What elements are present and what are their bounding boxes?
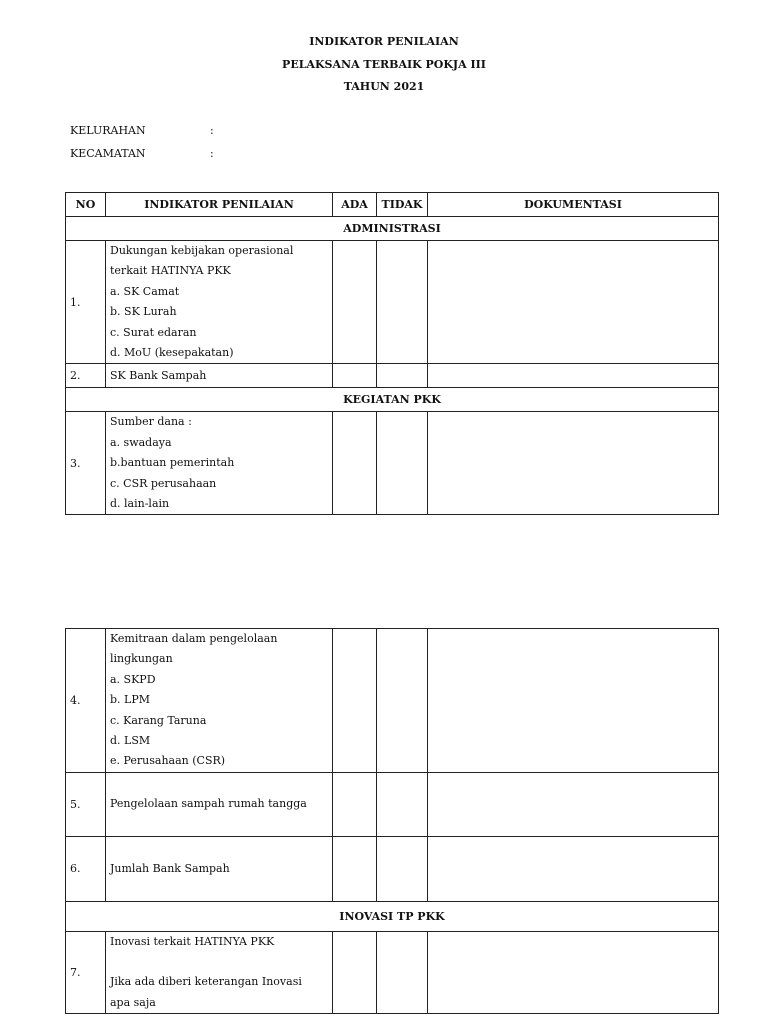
ada-cell[interactable] (333, 412, 377, 515)
indicator-cell (106, 241, 333, 364)
header-tidak: TIDAK (377, 193, 428, 217)
kelurahan-label: KELURAHAN (70, 124, 146, 137)
indicator-line (110, 952, 332, 972)
tidak-cell[interactable] (377, 241, 428, 364)
indicator-line: d. lain-lain (110, 497, 170, 511)
section-row-inovasi (66, 901, 719, 931)
ada-cell[interactable] (333, 772, 377, 836)
document-title: INDIKATOR PENILAIAN (309, 35, 459, 48)
indicator-line: Jumlah Bank Sampah (110, 861, 230, 875)
tidak-cell[interactable] (377, 412, 428, 515)
indicator-line: b.bantuan pemerintah (110, 456, 235, 470)
indicator-cell (106, 836, 333, 901)
header-ada: ADA (333, 193, 377, 217)
indicator-table-part-2 (65, 628, 719, 1014)
tidak-cell[interactable] (377, 836, 428, 901)
indicator-cell (106, 412, 333, 515)
indicator-cell (106, 931, 333, 1013)
indicator-line: Sumber dana : (110, 415, 192, 429)
indicator-line: b. SK Lurah (110, 305, 177, 319)
indicator-line: Kemitraan dalam pengelolaan (110, 632, 278, 645)
indicator-line: a. SK Camat (110, 284, 180, 298)
indicator-table-part-1 (65, 192, 719, 515)
indicator-line: a. SKPD (110, 672, 156, 686)
table-row (66, 836, 719, 901)
kecamatan-colon: : (210, 147, 214, 160)
indicator-line: b. LPM (110, 693, 151, 707)
indicator-line: c. CSR perusahaan (110, 476, 217, 490)
indicator-line: Dukungan kebijakan operasional (110, 244, 294, 257)
indicator-line: lingkungan (110, 652, 173, 666)
indicator-line: a. swadaya (110, 435, 172, 449)
dokumentasi-cell[interactable] (428, 412, 719, 515)
table-row (66, 772, 719, 836)
indicator-line: apa saja (110, 995, 156, 1009)
section-inovasi-tp-pkk: INOVASI TP PKK (66, 901, 719, 931)
indicator-cell (106, 364, 333, 388)
indicator-line: e. Perusahaan (CSR) (110, 754, 226, 768)
dokumentasi-cell[interactable] (428, 241, 719, 364)
ada-cell[interactable] (333, 629, 377, 773)
indicator-line: SK Bank Sampah (110, 368, 207, 382)
indicator-line: terkait HATINYA PKK (110, 264, 231, 278)
table-row (66, 412, 719, 515)
row-number: 3. (66, 412, 106, 515)
row-number: 7. (66, 931, 106, 1013)
indicator-line: Inovasi terkait HATINYA PKK (110, 934, 275, 948)
dokumentasi-cell[interactable] (428, 364, 719, 388)
row-number: 6. (66, 836, 106, 901)
indicator-line: Jika ada diberi keterangan Inovasi (110, 975, 302, 989)
indicator-line: c. Surat edaran (110, 325, 197, 339)
table-row (66, 931, 719, 1013)
tidak-cell[interactable] (377, 931, 428, 1013)
table-row (66, 241, 719, 364)
ada-cell[interactable] (333, 241, 377, 364)
section-row-administrasi (66, 217, 719, 241)
ada-cell[interactable] (333, 836, 377, 901)
kecamatan-label: KECAMATAN (70, 147, 146, 160)
row-number: 1. (66, 241, 106, 364)
section-kegiatan-pkk: KEGIATAN PKK (66, 388, 719, 412)
section-row-kegiatan (66, 388, 719, 412)
dokumentasi-cell[interactable] (428, 931, 719, 1013)
table-row (66, 629, 719, 773)
tidak-cell[interactable] (377, 629, 428, 773)
indicator-line: d. MoU (kesepakatan) (110, 346, 234, 360)
document-subtitle: PELAKSANA TERBAIK POKJA III (282, 58, 486, 71)
ada-cell[interactable] (333, 931, 377, 1013)
row-number: 5. (66, 772, 106, 836)
indicator-line: c. Karang Taruna (110, 713, 207, 727)
row-number: 2. (66, 364, 106, 388)
row-number: 4. (66, 629, 106, 773)
indicator-line: d. LSM (110, 734, 151, 748)
kecamatan-field (70, 147, 214, 160)
tidak-cell[interactable] (377, 364, 428, 388)
table-row (66, 364, 719, 388)
kelurahan-field (70, 124, 214, 137)
ada-cell[interactable] (333, 364, 377, 388)
indicator-cell (106, 772, 333, 836)
indicator-cell (106, 629, 333, 773)
indicator-line: Pengelolaan sampah rumah tangga (110, 797, 307, 811)
header-dokumentasi: DOKUMENTASI (428, 193, 719, 217)
dokumentasi-cell[interactable] (428, 629, 719, 773)
dokumentasi-cell[interactable] (428, 836, 719, 901)
header-indikator: INDIKATOR PENILAIAN (106, 193, 333, 217)
section-administrasi: ADMINISTRASI (66, 217, 719, 241)
header-no: NO (66, 193, 106, 217)
tidak-cell[interactable] (377, 772, 428, 836)
dokumentasi-cell[interactable] (428, 772, 719, 836)
table-header-row (66, 193, 719, 217)
document-year: TAHUN 2021 (343, 80, 425, 93)
kelurahan-colon: : (210, 124, 214, 137)
